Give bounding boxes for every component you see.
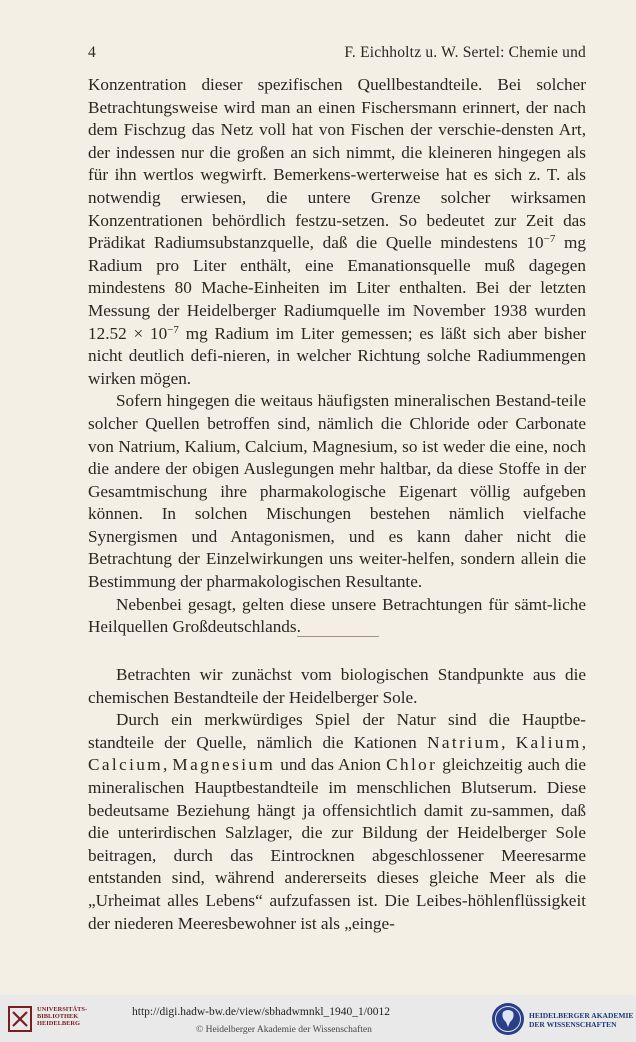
university-library-logo-icon [8,1004,34,1034]
digital-url-link[interactable]: http://digi.hadw-bw.de/view/sbhadwmnkl_1940_1/0012 [132,1006,390,1018]
spaced-term-natrium: Natrium [427,732,502,752]
library-name: UNIVERSITÄTS- BIBLIOTHEK HEIDELBERG [37,1006,88,1028]
page-number: 4 [88,44,96,61]
text-block-2 [88,664,586,935]
running-header [88,44,586,66]
spaced-term-magnesium: Magnesium [172,755,276,775]
academy-seal-icon [490,1001,526,1037]
paragraph-2: Sofern hingegen die weitaus häufigsten mineralischen Bestand-teile solcher Quellen betroffen sind, nämlich die Chloride oder Carbonate von Natrium, Kalium, Calcium, Magnesium, so ist weder die eine, noch die andere der obigen Auslegungen mehr haltbar, da diese Stoffe in der Gesamtmischung ihre pharmakologische Eigenart völlig aufgeben können. In solchen Mischungen bestehen nämlich vielfache Synergismen und Antagonismen, und es kann daher nicht die Betrachtung der Einzelwirkungen uns weiter-helfen, sondern allein die Bestimmung der pharmakologischen Resultante. [88,391,586,592]
spaced-term-calcium: Calcium [88,755,164,775]
running-title: F. Eichholtz u. W. Sertel: Chemie und [344,44,586,61]
academy-name: HEIDELBERGER AKADEMIE DER WISSENSCHAFTEN [529,1011,634,1029]
paragraph-3: Nebenbei gesagt, gelten diese unsere Betrachtungen für sämt-liche Heilquellen Großdeutschlands. [88,594,586,637]
spaced-term-kalium: Kalium [515,732,582,752]
section-divider [297,636,379,637]
text-block-1 [88,74,586,639]
spaced-term-chlor: Chlor [386,755,438,775]
paragraph-1: Konzentration dieser spezifischen Quellbestandteile. Bei solcher Betrachtungsweise wird man an einen Fischersmann erinnert, der nach dem Fischzug das Netz voll hat von Fischen der verschie-densten Art, der indessen nur die großen an sich nimmt, die kleineren hingegen als für ihn wertlos wegwirft. Bemerkens-werterweise hat es sich z. T. als notwendig erwiesen, die untere Grenze solcher wirksamen Konzentrationen behördlich festzu-setzen. So bedeutet zur Zeit das Prädikat Radiumsubstanzquelle, daß die Quelle mindestens $10^{-7}$ mg Radium pro Liter enthält, eine Emanationsquelle muß dagegen mindestens 80 Mache-Einheiten im Liter enthalten. Bei der letzten Messung der Heidelberger Radiumquelle im November 1938 wurden $12.52 \times 10^{-7}$ mg Radium im Liter gemessen; es läßt sich aber bisher nicht deutlich defi-nieren, in welcher Richtung solche Radiummengen wirken mögen. [88,75,587,388]
paragraph-5: Durch ein merkwürdiges Spiel der Natur sind die Hauptbe-standteile der Quelle, nämlich die Kationen Natrium, Kalium, Calcium, Magnesium und das Anion Chlor gleichzeitig auch die mineralischen Hauptbestandteile im menschlichen Blutserum. Diese bedeutsame Beziehung hängt ja offensichtlich damit zu-sammen, daß die unterirdischen Salzlager, die zur Bildung der Heidelberger Sole beitragen, durch das Eintrocknen abgeschlossener Meeresarme entstanden sind, während andererseits dieses gleiche Meer als die „Urheimat alles Lebens“ aufzufassen ist. Die Leibes-höhlenflüssigkeit der niederen Meeresbewohner ist als „einge- [88,710,587,933]
paragraph-4: Betrachten wir zunächst vom biologischen Standpunkte aus die chemischen Bestandteile der Heidelberger Sole. [88,665,586,707]
copyright-notice: © Heidelberger Akademie der Wissenschaften [196,1025,372,1035]
